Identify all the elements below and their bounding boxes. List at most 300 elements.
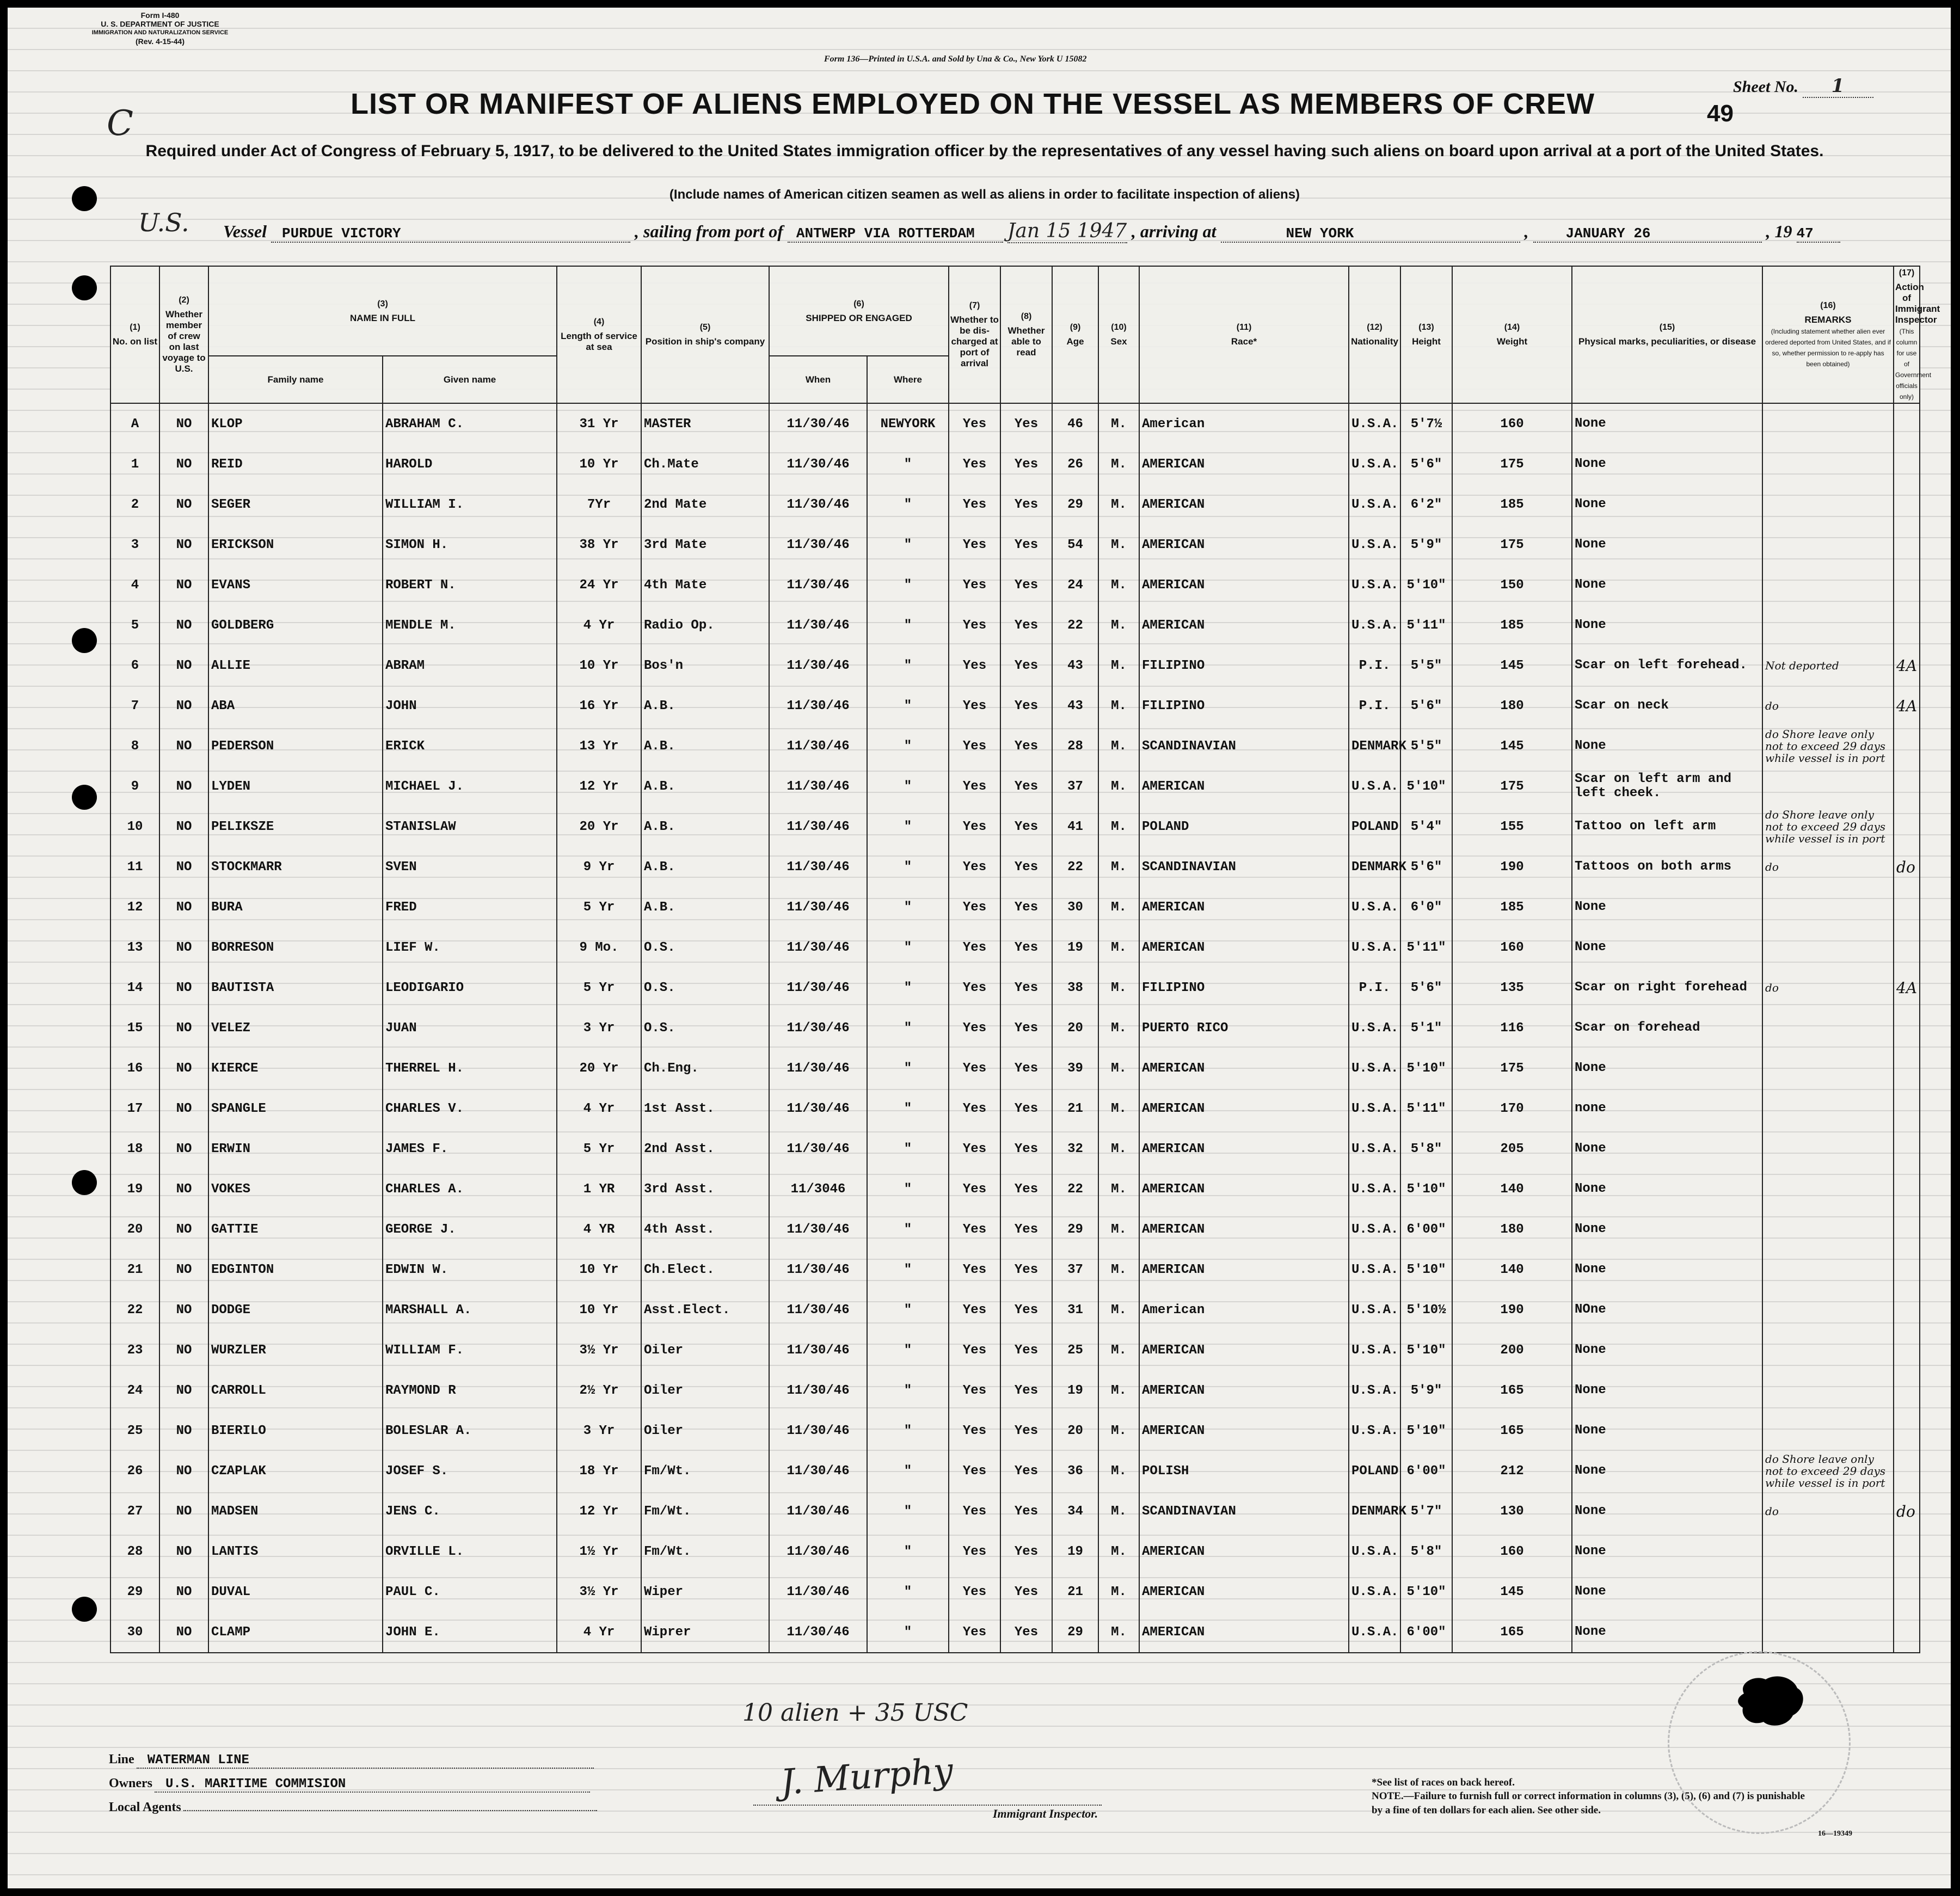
remarks-cell (1762, 1612, 1894, 1653)
weight-cell: 190 (1452, 1290, 1572, 1330)
able-to-read-cell: Yes (1000, 1209, 1052, 1249)
weight-cell: 185 (1452, 605, 1572, 645)
given-name-cell: ABRAM (383, 645, 557, 686)
remarks-cell (1762, 1088, 1894, 1129)
shipped-when-cell: 11/30/46 (769, 1008, 867, 1048)
crew-no-cell: 27 (110, 1491, 159, 1531)
nationality-cell: U.S.A. (1349, 1169, 1400, 1209)
service-length-cell: 10 Yr (557, 1290, 641, 1330)
inspector-action-cell (1894, 525, 1920, 565)
inspector-action-cell (1894, 766, 1920, 807)
crew-row (110, 1209, 1920, 1249)
crew-no-cell: 22 (110, 1290, 159, 1330)
age-cell: 28 (1052, 726, 1098, 766)
given-name-cell: WILLIAM I. (383, 484, 557, 525)
shipped-where-cell: " (867, 766, 949, 807)
position-cell: A.B. (641, 766, 769, 807)
form-number: Form I-480 (140, 11, 180, 20)
sex-cell: M. (1098, 1491, 1139, 1531)
remarks-cell (1762, 605, 1894, 645)
discharged-cell: Yes (949, 1612, 1000, 1653)
discharged-cell: Yes (949, 1209, 1000, 1249)
header-shipped: (6) SHIPPED OR ENGAGED (769, 266, 949, 356)
shipped-when-cell: 11/30/46 (769, 1612, 867, 1653)
shipped-when-cell: 11/30/46 (769, 645, 867, 686)
form-header-block (78, 11, 242, 46)
race-cell: AMERICAN (1139, 565, 1349, 605)
able-to-read-cell: Yes (1000, 1129, 1052, 1169)
discharged-cell: Yes (949, 645, 1000, 686)
nationality-cell: U.S.A. (1349, 1209, 1400, 1249)
crew-row (110, 847, 1920, 887)
family-name-cell: VOKES (208, 1169, 383, 1209)
shipped-where-cell: " (867, 605, 949, 645)
shipped-when-cell: 11/30/46 (769, 887, 867, 927)
weight-cell: 140 (1452, 1249, 1572, 1290)
inspector-action-cell (1894, 1572, 1920, 1612)
family-name-cell: STOCKMARR (208, 847, 383, 887)
revision: (Rev. 4-15-44) (135, 37, 185, 46)
inspector-action-cell (1894, 726, 1920, 766)
race-cell: AMERICAN (1139, 1612, 1349, 1653)
service-length-cell: 4 Yr (557, 1088, 641, 1129)
given-name-cell: FRED (383, 887, 557, 927)
able-to-read-cell: Yes (1000, 968, 1052, 1008)
position-cell: O.S. (641, 968, 769, 1008)
given-name-cell: LIEF W. (383, 927, 557, 968)
race-cell: AMERICAN (1139, 1209, 1349, 1249)
last-voyage-cell: NO (159, 1370, 208, 1411)
remarks-cell: do Shore leave only not to exceed 29 days while vessel is in port (1762, 726, 1894, 766)
remarks-cell (1762, 1209, 1894, 1249)
position-cell: 1st Asst. (641, 1088, 769, 1129)
given-name-cell: SVEN (383, 847, 557, 887)
age-cell: 37 (1052, 1249, 1098, 1290)
crew-no-cell: 26 (110, 1451, 159, 1491)
weight-cell: 160 (1452, 1531, 1572, 1572)
age-cell: 22 (1052, 1169, 1098, 1209)
shipped-when-cell: 11/30/46 (769, 1249, 867, 1290)
given-name-cell: BOLESLAR A. (383, 1411, 557, 1451)
sex-cell: M. (1098, 847, 1139, 887)
service-length-cell: 5 Yr (557, 968, 641, 1008)
weight-cell: 185 (1452, 484, 1572, 525)
given-name-cell: WILLIAM F. (383, 1330, 557, 1370)
family-name-cell: BAUTISTA (208, 968, 383, 1008)
remarks-cell: do (1762, 968, 1894, 1008)
shipped-when-cell: 11/30/46 (769, 444, 867, 484)
sex-cell: M. (1098, 686, 1139, 726)
shipped-where-cell: " (867, 1451, 949, 1491)
crew-no-cell: 24 (110, 1370, 159, 1411)
weight-cell: 212 (1452, 1451, 1572, 1491)
sex-cell: M. (1098, 605, 1139, 645)
height-cell: 5'10" (1400, 1330, 1452, 1370)
shipped-when-cell: 11/30/46 (769, 686, 867, 726)
weight-cell: 160 (1452, 927, 1572, 968)
given-name-cell: HAROLD (383, 444, 557, 484)
punch-hole (72, 628, 97, 653)
inspector-action-cell (1894, 1290, 1920, 1330)
nationality-cell: U.S.A. (1349, 484, 1400, 525)
crew-no-cell: 7 (110, 686, 159, 726)
family-name-cell: PELIKSZE (208, 807, 383, 847)
service-length-cell: 13 Yr (557, 726, 641, 766)
sex-cell: M. (1098, 927, 1139, 968)
race-cell: AMERICAN (1139, 1370, 1349, 1411)
able-to-read-cell: Yes (1000, 1370, 1052, 1411)
service-length-cell: 5 Yr (557, 1129, 641, 1169)
department: U. S. DEPARTMENT OF JUSTICE (101, 20, 219, 28)
height-cell: 5'6" (1400, 444, 1452, 484)
position-cell: Oiler (641, 1370, 769, 1411)
given-name-cell: JOHN (383, 686, 557, 726)
family-name-cell: SEGER (208, 484, 383, 525)
remarks-cell (1762, 1370, 1894, 1411)
inspector-action-cell (1894, 1411, 1920, 1451)
sex-cell: M. (1098, 1370, 1139, 1411)
able-to-read-cell: Yes (1000, 1531, 1052, 1572)
able-to-read-cell: Yes (1000, 807, 1052, 847)
margin-mark-us: U.S. (138, 208, 189, 237)
owners-label: Owners (109, 1776, 152, 1790)
position-cell: A.B. (641, 807, 769, 847)
penalty-note: NOTE.—Failure to furnish full or correct information in columns (3), (5), (6) and (7) is punishable by a fine of ten dollars for each alien. See other side. (1372, 1790, 1805, 1816)
discharged-cell: Yes (949, 1048, 1000, 1088)
signature-line (753, 1805, 1102, 1806)
discharged-cell: Yes (949, 1531, 1000, 1572)
physical-marks-cell: None (1572, 605, 1762, 645)
able-to-read-cell: Yes (1000, 766, 1052, 807)
remarks-cell (1762, 525, 1894, 565)
weight-cell: 165 (1452, 1411, 1572, 1451)
family-name-cell: LYDEN (208, 766, 383, 807)
age-cell: 39 (1052, 1048, 1098, 1088)
shipped-when-cell: 11/30/46 (769, 1290, 867, 1330)
crew-no-cell: 28 (110, 1531, 159, 1572)
crew-no-cell: 5 (110, 605, 159, 645)
nationality-cell: DENMARK (1349, 1491, 1400, 1531)
crew-rows (110, 403, 1920, 1653)
remarks-cell (1762, 766, 1894, 807)
able-to-read-cell: Yes (1000, 1008, 1052, 1048)
height-cell: 5'7" (1400, 1491, 1452, 1531)
discharged-cell: Yes (949, 847, 1000, 887)
inspector-action-cell (1894, 1330, 1920, 1370)
age-cell: 30 (1052, 887, 1098, 927)
line-value: WATERMAN LINE (137, 1753, 594, 1769)
crew-row (110, 565, 1920, 605)
weight-cell: 175 (1452, 525, 1572, 565)
nationality-cell: U.S.A. (1349, 927, 1400, 968)
shipped-when-cell: 11/30/46 (769, 1370, 867, 1411)
age-cell: 54 (1052, 525, 1098, 565)
nationality-cell: U.S.A. (1349, 1572, 1400, 1612)
nationality-cell: U.S.A. (1349, 565, 1400, 605)
arrival-port: NEW YORK (1221, 225, 1520, 243)
discharged-cell: Yes (949, 565, 1000, 605)
last-voyage-cell: NO (159, 887, 208, 927)
family-name-cell: ALLIE (208, 645, 383, 686)
position-cell: Ch.Eng. (641, 1048, 769, 1088)
family-name-cell: GATTIE (208, 1209, 383, 1249)
race-cell: FILIPINO (1139, 686, 1349, 726)
include-note: (Include names of American citizen seamen as well as aliens in order to facilitate inspection of aliens) (669, 187, 1300, 202)
crew-no-cell: 6 (110, 645, 159, 686)
able-to-read-cell: Yes (1000, 1290, 1052, 1330)
position-cell: 4th Asst. (641, 1209, 769, 1249)
race-cell: AMERICAN (1139, 1169, 1349, 1209)
family-name-cell: ABA (208, 686, 383, 726)
able-to-read-cell: Yes (1000, 1451, 1052, 1491)
discharged-cell: Yes (949, 1491, 1000, 1531)
physical-marks-cell: None (1572, 1249, 1762, 1290)
age-cell: 34 (1052, 1491, 1098, 1531)
vessel-line: Vessel PURDUE VICTORY , sailing from port of ANTWERP VIA ROTTERDAM Jan 15 1947 , arriving at NEW YORK , JANUARY 26 , 19 47 (223, 220, 1910, 247)
last-voyage-cell: NO (159, 645, 208, 686)
shipped-where-cell: " (867, 847, 949, 887)
inspector-signature: J. Murphy (779, 1751, 955, 1803)
crew-no-cell: 3 (110, 525, 159, 565)
given-name-cell: CHARLES A. (383, 1169, 557, 1209)
shipped-where-cell: " (867, 1612, 949, 1653)
race-cell: AMERICAN (1139, 1330, 1349, 1370)
sex-cell: M. (1098, 1531, 1139, 1572)
physical-marks-cell: None (1572, 726, 1762, 766)
position-cell: 3rd Mate (641, 525, 769, 565)
discharged-cell: Yes (949, 968, 1000, 1008)
last-voyage-cell: NO (159, 525, 208, 565)
given-name-cell: PAUL C. (383, 1572, 557, 1612)
sex-cell: M. (1098, 1129, 1139, 1169)
age-cell: 22 (1052, 605, 1098, 645)
weight-cell: 165 (1452, 1370, 1572, 1411)
nationality-cell: U.S.A. (1349, 1129, 1400, 1169)
age-cell: 21 (1052, 1572, 1098, 1612)
inspector-action-cell: do (1894, 1491, 1920, 1531)
inspector-action-cell (1894, 565, 1920, 605)
punch-hole (72, 1170, 97, 1195)
able-to-read-cell: Yes (1000, 1411, 1052, 1451)
physical-marks-cell: None (1572, 1330, 1762, 1370)
last-voyage-cell: NO (159, 1612, 208, 1653)
remarks-cell (1762, 1330, 1894, 1370)
sex-cell: M. (1098, 1572, 1139, 1612)
nationality-cell: U.S.A. (1349, 1370, 1400, 1411)
remarks-cell: do (1762, 686, 1894, 726)
remarks-cell (1762, 444, 1894, 484)
position-cell: O.S. (641, 1008, 769, 1048)
inspector-action-cell (1894, 444, 1920, 484)
race-cell: FILIPINO (1139, 645, 1349, 686)
weight-cell: 180 (1452, 1209, 1572, 1249)
weight-cell: 130 (1452, 1491, 1572, 1531)
position-cell: Wiprer (641, 1612, 769, 1653)
nationality-cell: U.S.A. (1349, 1612, 1400, 1653)
service-name: IMMIGRATION AND NATURALIZATION SERVICE (91, 29, 229, 36)
physical-marks-cell: None (1572, 444, 1762, 484)
physical-marks-cell: None (1572, 1129, 1762, 1169)
header-family-name: Family name (208, 356, 383, 403)
service-length-cell: 12 Yr (557, 766, 641, 807)
age-cell: 32 (1052, 1129, 1098, 1169)
sex-cell: M. (1098, 807, 1139, 847)
sex-cell: M. (1098, 1249, 1139, 1290)
crew-no-cell: 20 (110, 1209, 159, 1249)
nationality-cell: U.S.A. (1349, 1411, 1400, 1451)
given-name-cell: CHARLES V. (383, 1088, 557, 1129)
discharged-cell: Yes (949, 1088, 1000, 1129)
crew-no-cell: 23 (110, 1330, 159, 1370)
shipped-where-cell: " (867, 645, 949, 686)
physical-marks-cell: Tattoo on left arm (1572, 807, 1762, 847)
crew-no-cell: 11 (110, 847, 159, 887)
nationality-cell: P.I. (1349, 686, 1400, 726)
shipped-when-cell: 11/30/46 (769, 1330, 867, 1370)
last-voyage-cell: NO (159, 1491, 208, 1531)
height-cell: 5'10" (1400, 565, 1452, 605)
shipped-where-cell: " (867, 444, 949, 484)
service-length-cell: 18 Yr (557, 1451, 641, 1491)
shipped-when-cell: 11/30/46 (769, 1088, 867, 1129)
discharged-cell: Yes (949, 1249, 1000, 1290)
height-cell: 5'1" (1400, 1008, 1452, 1048)
last-voyage-cell: NO (159, 565, 208, 605)
shipped-where-cell: " (867, 484, 949, 525)
given-name-cell: EDWIN W. (383, 1249, 557, 1290)
shipped-where-cell: " (867, 1088, 949, 1129)
race-cell: AMERICAN (1139, 1572, 1349, 1612)
age-cell: 41 (1052, 807, 1098, 847)
last-voyage-cell: NO (159, 847, 208, 887)
physical-marks-cell: None (1572, 1169, 1762, 1209)
physical-marks-cell: None (1572, 1451, 1762, 1491)
race-cell: AMERICAN (1139, 1129, 1349, 1169)
position-cell: Oiler (641, 1330, 769, 1370)
position-cell: Radio Op. (641, 605, 769, 645)
position-cell: Ch.Mate (641, 444, 769, 484)
height-cell: 5'6" (1400, 968, 1452, 1008)
shipped-where-cell: " (867, 927, 949, 968)
inspector-action-cell (1894, 1169, 1920, 1209)
shipped-when-cell: 11/30/46 (769, 766, 867, 807)
physical-marks-cell: None (1572, 1370, 1762, 1411)
shipped-where-cell: " (867, 1048, 949, 1088)
last-voyage-cell: NO (159, 1088, 208, 1129)
height-cell: 5'9" (1400, 1370, 1452, 1411)
family-name-cell: VELEZ (208, 1008, 383, 1048)
height-cell: 5'11" (1400, 605, 1452, 645)
header-nationality: (12) Nationality (1349, 266, 1400, 403)
service-length-cell: 20 Yr (557, 807, 641, 847)
header-physical-marks: (15) Physical marks, peculiarities, or disease (1572, 266, 1762, 403)
family-name-cell: EVANS (208, 565, 383, 605)
crew-row (110, 807, 1920, 847)
nationality-cell: POLAND (1349, 1451, 1400, 1491)
header-no-on-list: (1) No. on list (110, 266, 159, 403)
service-length-cell: 3 Yr (557, 1008, 641, 1048)
line-label: Line (109, 1752, 134, 1766)
race-cell: SCANDINAVIAN (1139, 847, 1349, 887)
inspector-action-cell (1894, 1451, 1920, 1491)
discharged-cell: Yes (949, 887, 1000, 927)
sex-cell: M. (1098, 766, 1139, 807)
able-to-read-cell: Yes (1000, 525, 1052, 565)
departure-port: ANTWERP VIA ROTTERDAM (788, 225, 1003, 243)
service-length-cell: 9 Yr (557, 847, 641, 887)
nationality-cell: U.S.A. (1349, 766, 1400, 807)
crew-row (110, 1330, 1920, 1370)
able-to-read-cell: Yes (1000, 1491, 1052, 1531)
given-name-cell: JOHN E. (383, 1612, 557, 1653)
family-name-cell: REID (208, 444, 383, 484)
remarks-cell (1762, 1008, 1894, 1048)
sheet-number: 1 (1803, 75, 1873, 98)
family-name-cell: PEDERSON (208, 726, 383, 766)
shipped-where-cell: " (867, 1129, 949, 1169)
crew-row (110, 1370, 1920, 1411)
discharged-cell: Yes (949, 1129, 1000, 1169)
inspector-action-cell (1894, 403, 1920, 444)
service-length-cell: 16 Yr (557, 686, 641, 726)
inspector-action-cell (1894, 1370, 1920, 1411)
physical-marks-cell: none (1572, 1088, 1762, 1129)
discharged-cell: Yes (949, 927, 1000, 968)
service-length-cell: 4 Yr (557, 605, 641, 645)
discharged-cell: Yes (949, 1370, 1000, 1411)
sex-cell: M. (1098, 1330, 1139, 1370)
remarks-cell: do (1762, 847, 1894, 887)
shipped-when-cell: 11/30/46 (769, 726, 867, 766)
ink-blot (1733, 1672, 1809, 1732)
family-name-cell: SPANGLE (208, 1088, 383, 1129)
discharged-cell: Yes (949, 525, 1000, 565)
age-cell: 19 (1052, 1531, 1098, 1572)
last-voyage-cell: NO (159, 484, 208, 525)
year-prefix: 19 (1774, 221, 1792, 241)
crew-row (110, 1249, 1920, 1290)
given-name-cell: MICHAEL J. (383, 766, 557, 807)
crew-row (110, 686, 1920, 726)
crew-row (110, 968, 1920, 1008)
inspector-action-cell: 4A (1894, 686, 1920, 726)
shipped-where-cell: " (867, 1370, 949, 1411)
last-voyage-cell: NO (159, 1129, 208, 1169)
requirement-text: Required under Act of Congress of February 5, 1917, to be delivered to the United States immigration officer by the representatives of any vessel having such aliens on board upon arrival at a port of the United States. (145, 142, 1824, 160)
weight-cell: 116 (1452, 1008, 1572, 1048)
inspector-action-cell (1894, 605, 1920, 645)
crew-row (110, 1411, 1920, 1451)
physical-marks-cell: None (1572, 1411, 1762, 1451)
age-cell: 21 (1052, 1088, 1098, 1129)
shipped-where-cell: " (867, 565, 949, 605)
family-name-cell: BORRESON (208, 927, 383, 968)
position-cell: A.B. (641, 847, 769, 887)
crew-no-cell: 17 (110, 1088, 159, 1129)
weight-cell: 180 (1452, 686, 1572, 726)
position-cell: A.B. (641, 887, 769, 927)
crew-no-cell: 15 (110, 1008, 159, 1048)
header-weight: (14) Weight (1452, 266, 1572, 403)
crew-row (110, 1048, 1920, 1088)
crew-table (110, 266, 1940, 1653)
crew-row (110, 403, 1920, 444)
header-remarks: (16) REMARKS (Including statement whether alien ever ordered deported from United States, and if so, whether permission to re-apply has been obtained) (1762, 266, 1894, 403)
nationality-cell: U.S.A. (1349, 525, 1400, 565)
physical-marks-cell: Scar on left arm and left cheek. (1572, 766, 1762, 807)
remarks-cell: do Shore leave only not to exceed 29 days while vessel is in port (1762, 1451, 1894, 1491)
crew-no-cell: 8 (110, 726, 159, 766)
